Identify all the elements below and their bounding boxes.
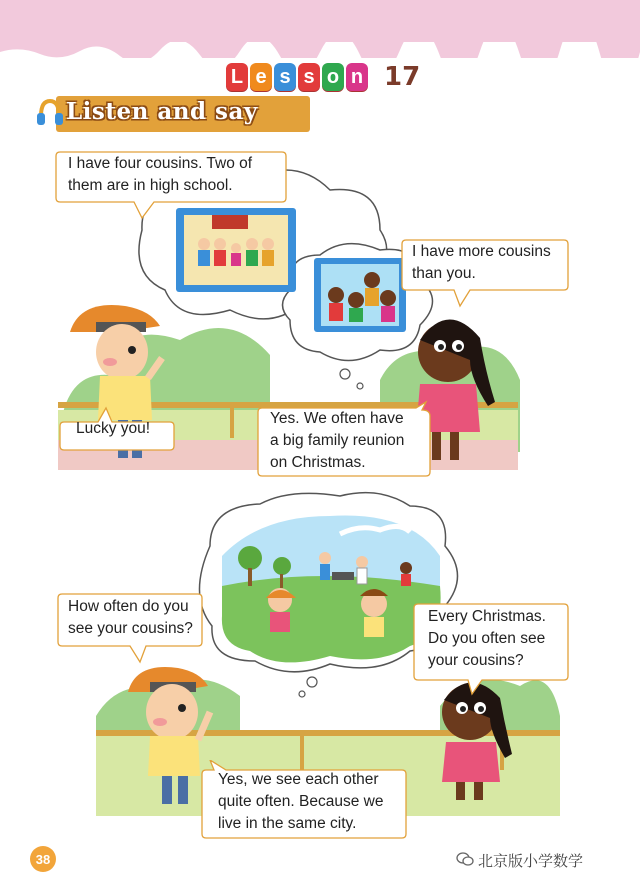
bubble-line: a big family reunion — [270, 432, 405, 449]
bubble-line: Do you often see — [428, 630, 546, 647]
lesson-letter: s — [298, 63, 320, 91]
headphones-icon — [36, 96, 64, 132]
bubble-line: them are in high school. — [68, 177, 233, 194]
bubble-every-christmas — [428, 606, 546, 672]
bubble-lucky-you — [76, 418, 150, 440]
lesson-letter: o — [322, 63, 344, 91]
wechat-icon — [456, 851, 474, 867]
bubble-line: Yes. We often have — [270, 410, 404, 427]
bubble-line: Every Christmas. — [428, 608, 546, 625]
lesson-letter: s — [274, 63, 296, 91]
bubble-same-city — [218, 769, 383, 835]
bubble-family-reunion — [270, 408, 404, 474]
section-title: Listen and say — [66, 98, 258, 125]
bubble-how-often — [68, 596, 193, 640]
lesson-heading — [226, 60, 420, 94]
bubble-line: live in the same city. — [218, 815, 357, 832]
watermark-text: 北京版小学数学 — [478, 853, 584, 870]
lesson-number: 17 — [384, 62, 421, 92]
bubble-line: your cousins? — [428, 652, 524, 669]
bubble-line: on Christmas. — [270, 454, 366, 471]
bubble-line: see your cousins? — [68, 620, 193, 637]
bubble-line: Yes, we see each other — [218, 771, 379, 788]
bubble-line: I have four cousins. Two of — [68, 155, 253, 172]
page-number: 38 — [30, 846, 56, 872]
bubble-line: How often do you — [68, 598, 189, 615]
bubble-line: than you. — [412, 265, 476, 282]
bubble-line: Lucky you! — [76, 420, 151, 437]
lesson-letter: n — [346, 63, 368, 91]
bubble-line: quite often. Because we — [218, 793, 384, 810]
lesson-letter: L — [226, 63, 248, 91]
bubble-line: I have more cousins — [412, 243, 551, 260]
bubble-girl-more-cousins — [412, 241, 551, 285]
bubble-boy-cousins — [68, 153, 252, 197]
lesson-letter: e — [250, 63, 272, 91]
